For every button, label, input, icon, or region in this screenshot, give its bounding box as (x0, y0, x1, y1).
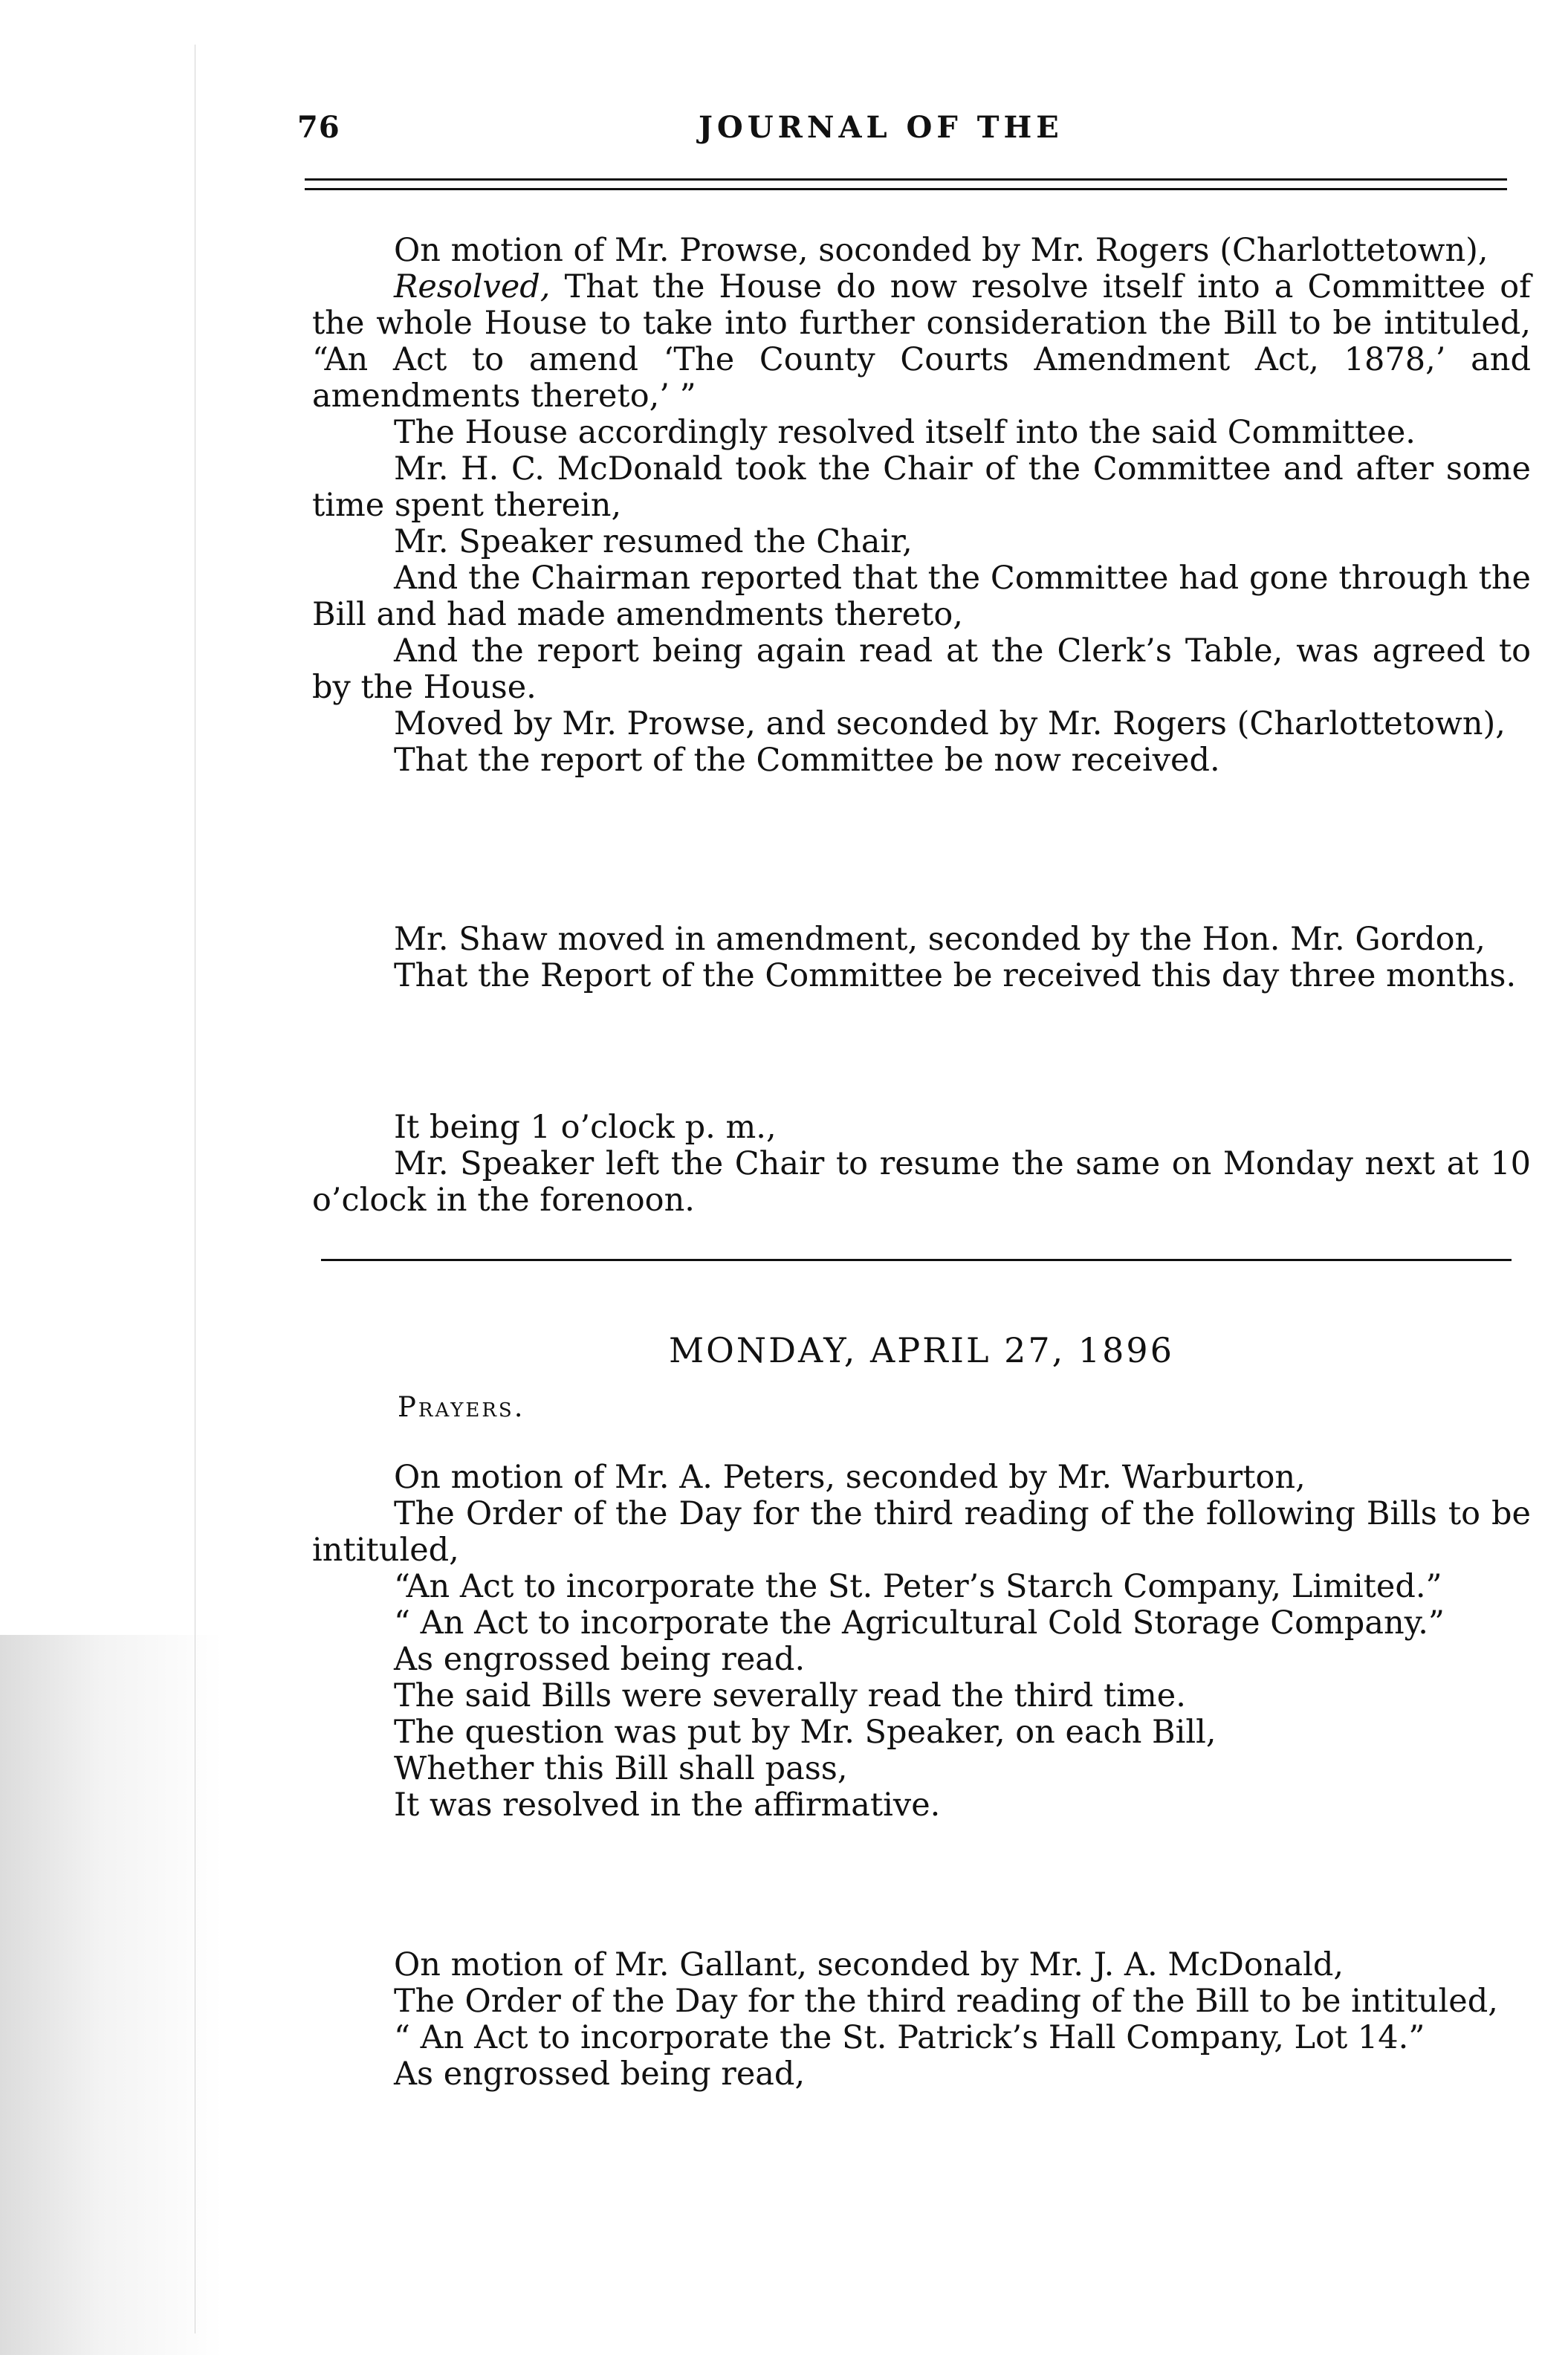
paragraph: As engrossed being read, (394, 2056, 806, 2093)
paragraph: “ An Act to incorporate the St. Patrick’s Hall Company, Lot 14.” (394, 2019, 1425, 2056)
page-header (297, 110, 1509, 155)
paragraph: On motion of Mr. Prowse, soconded by Mr. Rogers (Charlottetown), (394, 232, 1488, 269)
running-title: JOURNAL OF THE (699, 110, 1063, 145)
paragraph: The House accordingly resolved itself into the said Committee. (394, 414, 1416, 451)
paragraph: It was resolved in the affirmative. (394, 1787, 941, 1824)
paragraph: Moved by Mr. Prowse, and seconded by Mr. Rogers (Charlottetown), (394, 705, 1506, 742)
section-rule (321, 1259, 1512, 1261)
date-heading: MONDAY, APRIL 27, 1896 (669, 1330, 1174, 1370)
page-number: 76 (297, 110, 340, 145)
paragraph: The Order of the Day for the third reading of the following Bills to be intituled, (312, 1495, 1531, 1569)
paragraph: On motion of Mr. Gallant, seconded by Mr. J. A. McDonald, (394, 1946, 1344, 1983)
paragraph: “ An Act to incorporate the Agricultural Cold Storage Company.” (394, 1604, 1445, 1642)
paragraph: “An Act to incorporate the St. Peter’s Starch Company, Limited.” (394, 1568, 1442, 1605)
header-double-rule (305, 178, 1507, 190)
resolved-label: Resolved, (394, 268, 551, 305)
paragraph: The said Bills were severally read the third time. (394, 1677, 1186, 1714)
paragraph: Whether this Bill shall pass, (394, 1750, 848, 1787)
resolved-text: That the House do now resolve itself into a Committee of the whole House to take into further consideration the Bill to be intituled, “An Act to amend ‘The County Courts Amendment Act, 1878,’ and amendments thereto,’ ” (312, 268, 1531, 415)
paragraph: That the report of the Committee be now received. (394, 742, 1220, 779)
paragraph: As engrossed being read. (394, 1641, 806, 1678)
st-patricks-hall-section (312, 1947, 1531, 2093)
paragraph: On motion of Mr. A. Peters, seconded by Mr. Warburton, (394, 1459, 1306, 1496)
paragraph: That the Report of the Committee be received this day three months. (394, 957, 1517, 994)
motion-committee-section (312, 233, 1531, 779)
paragraph: And the Chairman reported that the Committee had gone through the Bill and had made amendments thereto, (312, 560, 1531, 633)
paragraph: And the report being again read at the Clerk’s Table, was agreed to by the House. (312, 632, 1531, 706)
paragraph: Mr. Speaker resumed the Chair, (394, 523, 913, 560)
paragraph: The question was put by Mr. Speaker, on each Bill, (394, 1714, 1217, 1751)
paragraph-resolved (312, 269, 1531, 415)
amendment-section (312, 921, 1531, 994)
third-reading-bills-section (312, 1460, 1531, 1824)
paragraph: Mr. H. C. McDonald took the Chair of the Committee and after some time spent therein, (312, 450, 1531, 524)
paragraph: Mr. Speaker left the Chair to resume the same on Monday next at 10 o’clock in the forenoon. (312, 1145, 1531, 1219)
paragraph: The Order of the Day for the third reading of the Bill to be intituled, (394, 1983, 1498, 2020)
paragraph: It being 1 o’clock p. m., (394, 1109, 777, 1146)
prayers-heading: Prayers. (398, 1391, 525, 1423)
adjournment-section (312, 1110, 1531, 1219)
scan-edge-shadow (0, 1635, 223, 2355)
paragraph: Mr. Shaw moved in amendment, seconded by the Hon. Mr. Gordon, (394, 921, 1486, 958)
